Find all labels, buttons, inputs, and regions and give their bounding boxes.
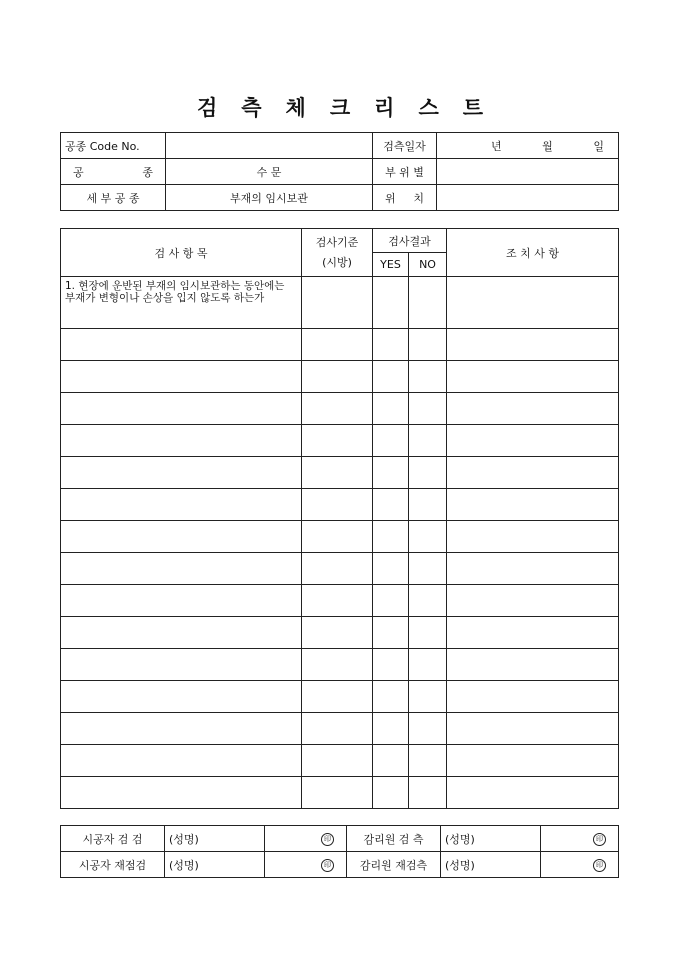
no-cell[interactable] (409, 745, 447, 777)
table-row (61, 649, 619, 681)
no-cell[interactable] (409, 393, 447, 425)
contractor-check-label: 시공자 검 검 (61, 826, 165, 852)
standard-cell[interactable] (302, 489, 373, 521)
blank-rows (61, 329, 619, 809)
standard-cell[interactable] (302, 425, 373, 457)
no-cell[interactable] (409, 777, 447, 809)
no-cell[interactable] (409, 713, 447, 745)
work-code-field[interactable] (166, 133, 373, 159)
title-char: 크 (329, 95, 351, 120)
inspect-date-field[interactable] (437, 133, 619, 159)
no-cell[interactable] (409, 329, 447, 361)
item-cell[interactable] (61, 585, 302, 617)
yes-cell[interactable] (373, 745, 409, 777)
standard-cell[interactable] (302, 329, 373, 361)
action-cell[interactable] (447, 649, 619, 681)
standard-cell[interactable] (302, 553, 373, 585)
yes-cell[interactable] (373, 777, 409, 809)
table-row (61, 393, 619, 425)
no-cell[interactable] (409, 649, 447, 681)
detail-work-field[interactable]: 부재의 임시보관 (166, 185, 373, 211)
col-result-header: 검사결과 (373, 229, 447, 253)
title-char: 측 (241, 95, 262, 120)
item-cell[interactable] (61, 457, 302, 489)
col-standard-header (302, 229, 373, 277)
title-char: 검 (196, 95, 218, 120)
standard-cell[interactable] (302, 585, 373, 617)
yes-cell[interactable] (373, 649, 409, 681)
table-row (61, 489, 619, 521)
action-cell[interactable] (447, 585, 619, 617)
standard-cell[interactable] (302, 361, 373, 393)
no-cell[interactable] (409, 361, 447, 393)
title-char: 리 (374, 95, 395, 120)
standard-cell[interactable] (302, 713, 373, 745)
standard-cell[interactable] (302, 681, 373, 713)
yes-cell[interactable] (373, 713, 409, 745)
item-cell[interactable] (61, 681, 302, 713)
yes-cell[interactable] (373, 425, 409, 457)
table-row (61, 329, 619, 361)
check-item-text: 1. 현장에 운반된 부재의 임시보관하는 동안에는 부재가 변형이나 손상을 입지 않도록 하는가 (61, 277, 302, 329)
action-cell[interactable] (447, 745, 619, 777)
col-action-header: 조 치 사 항 (447, 229, 619, 277)
table-row (61, 521, 619, 553)
no-cell[interactable] (409, 617, 447, 649)
no-cell[interactable] (409, 553, 447, 585)
item-cell[interactable] (61, 393, 302, 425)
supervisor-check-seal[interactable] (541, 826, 619, 852)
contractor-check-name[interactable]: (성명) (165, 826, 265, 852)
standard-cell[interactable] (302, 745, 373, 777)
item-cell[interactable] (61, 617, 302, 649)
table-row (61, 425, 619, 457)
part-field[interactable] (437, 159, 619, 185)
page-title (0, 92, 680, 122)
title-char: 체 (285, 95, 306, 120)
date-year-label: 년 (491, 139, 502, 153)
table-row (61, 777, 619, 809)
yes-cell[interactable] (373, 489, 409, 521)
standard-cell[interactable] (302, 617, 373, 649)
no-cell[interactable] (409, 521, 447, 553)
inspect-date-label: 검측일자 (373, 133, 437, 159)
seal-icon: 印 (593, 859, 606, 872)
yes-cell[interactable] (373, 393, 409, 425)
checklist-table (60, 228, 619, 809)
item-cell[interactable] (61, 361, 302, 393)
table-row (61, 457, 619, 489)
standard-cell[interactable] (302, 521, 373, 553)
standard-cell[interactable] (302, 277, 373, 329)
work-type-label: 공 종 (61, 159, 166, 185)
title-char: 트 (462, 95, 484, 120)
action-cell[interactable] (447, 425, 619, 457)
action-cell[interactable] (447, 393, 619, 425)
contractor-check-seal[interactable] (265, 826, 347, 852)
title-char: 스 (418, 95, 439, 120)
no-cell[interactable] (409, 425, 447, 457)
table-row (61, 681, 619, 713)
action-cell[interactable] (447, 277, 619, 329)
col-item-header: 검 사 항 목 (61, 229, 302, 277)
action-cell[interactable] (447, 489, 619, 521)
action-cell[interactable] (447, 777, 619, 809)
action-cell[interactable] (447, 681, 619, 713)
seal-icon: 印 (321, 833, 334, 846)
yes-cell[interactable] (373, 457, 409, 489)
contractor-recheck-seal[interactable] (265, 852, 347, 878)
item-cell[interactable] (61, 425, 302, 457)
action-cell[interactable] (447, 713, 619, 745)
supervisor-recheck-label: 감리원 재검측 (347, 852, 441, 878)
item-cell[interactable] (61, 713, 302, 745)
col-standard-line2: (시방) (322, 255, 352, 269)
no-cell[interactable] (409, 277, 447, 329)
date-day-label: 일 (593, 139, 604, 153)
yes-cell[interactable] (373, 277, 409, 329)
work-type-field[interactable]: 수 문 (166, 159, 373, 185)
date-month-label: 월 (542, 139, 553, 153)
table-row (61, 585, 619, 617)
action-cell[interactable] (447, 617, 619, 649)
yes-cell[interactable] (373, 553, 409, 585)
item-cell[interactable] (61, 649, 302, 681)
action-cell[interactable] (447, 553, 619, 585)
contractor-recheck-name[interactable]: (성명) (165, 852, 265, 878)
yes-cell[interactable] (373, 617, 409, 649)
yes-cell[interactable] (373, 329, 409, 361)
part-label: 부 위 별 (373, 159, 437, 185)
item-cell[interactable] (61, 489, 302, 521)
action-cell[interactable] (447, 361, 619, 393)
col-no-header: NO (409, 253, 447, 277)
item-cell[interactable] (61, 521, 302, 553)
info-table (60, 132, 619, 211)
no-cell[interactable] (409, 681, 447, 713)
item-cell[interactable] (61, 745, 302, 777)
supervisor-recheck-name[interactable]: (성명) (441, 852, 541, 878)
contractor-recheck-label: 시공자 재점검 (61, 852, 165, 878)
table-row (61, 745, 619, 777)
location-field[interactable] (437, 185, 619, 211)
signoff-table (60, 825, 619, 878)
supervisor-check-name[interactable]: (성명) (441, 826, 541, 852)
seal-icon: 印 (321, 859, 334, 872)
action-cell[interactable] (447, 521, 619, 553)
location-label: 위 치 (373, 185, 437, 211)
table-row (61, 553, 619, 585)
col-yes-header: YES (373, 253, 409, 277)
detail-work-label: 세 부 공 종 (61, 185, 166, 211)
table-row (61, 361, 619, 393)
standard-cell[interactable] (302, 777, 373, 809)
no-cell[interactable] (409, 457, 447, 489)
supervisor-recheck-seal[interactable] (541, 852, 619, 878)
col-standard-line1: 검사기준 (315, 235, 359, 249)
table-row (61, 277, 619, 329)
standard-cell[interactable] (302, 457, 373, 489)
item-cell[interactable] (61, 553, 302, 585)
table-row (61, 713, 619, 745)
no-cell[interactable] (409, 585, 447, 617)
supervisor-check-label: 감리원 검 측 (347, 826, 441, 852)
action-cell[interactable] (447, 329, 619, 361)
item-cell[interactable] (61, 329, 302, 361)
action-cell[interactable] (447, 457, 619, 489)
table-row (61, 617, 619, 649)
yes-cell[interactable] (373, 681, 409, 713)
item-cell[interactable] (61, 777, 302, 809)
standard-cell[interactable] (302, 393, 373, 425)
seal-icon: 印 (593, 833, 606, 846)
work-code-label: 공종 Code No. (61, 133, 166, 159)
yes-cell[interactable] (373, 585, 409, 617)
yes-cell[interactable] (373, 521, 409, 553)
standard-cell[interactable] (302, 649, 373, 681)
no-cell[interactable] (409, 489, 447, 521)
yes-cell[interactable] (373, 361, 409, 393)
